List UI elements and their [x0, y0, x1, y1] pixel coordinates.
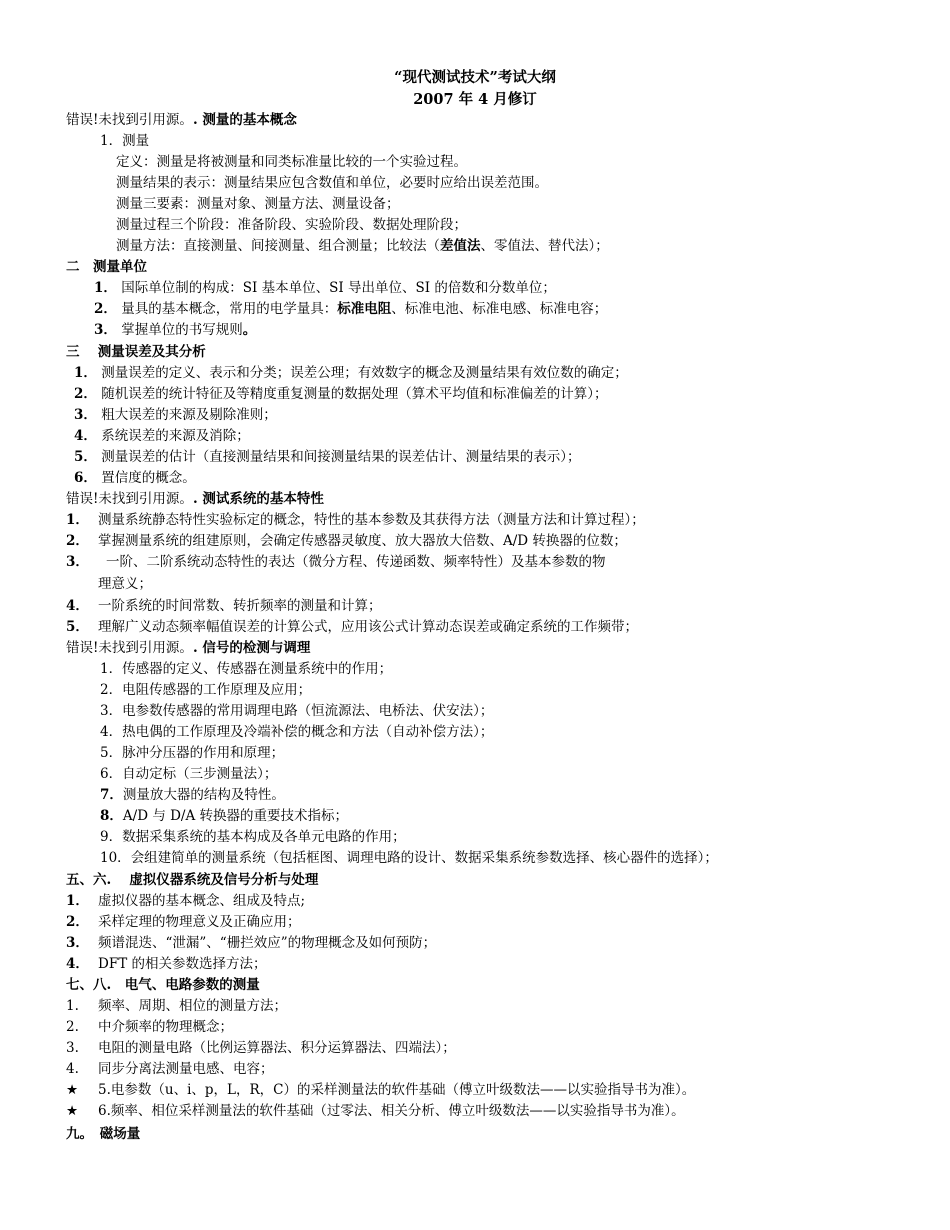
item-text: 理解广义动态频率幅值误差的计算公式，应用该公式计算动态误差或确定系统的工作频带；: [98, 619, 638, 635]
item-number: 4．: [74, 428, 97, 444]
section-7-heading: 七、八. 电气、电路参数的测量: [66, 977, 260, 993]
list-item: [100, 659, 392, 679]
list-item: [74, 426, 250, 446]
star-icon: ★: [66, 1082, 79, 1098]
item-text: 测量误差的定义、表示和分类；误差公理；有效数字的概念及测量结果有效位数的确定；: [101, 365, 628, 381]
item-text: 6.频率、相位采样测量法的软件基础（过零法、相关分析、傅立叶级数法——以实验指导书为准）。: [98, 1103, 685, 1119]
list-item: [74, 384, 607, 404]
list-item: [100, 848, 718, 868]
section-title: . 测试系统的基本特性: [192, 491, 324, 507]
document-subtitle: 2007 年 4 月修订: [413, 91, 537, 108]
item-text: 会组建简单的测量系统（包括框图、调理电路的设计、数据采集系统参数选择、核心器件的选择）；: [130, 850, 718, 866]
item-text: 中介频率的物理概念；: [98, 1019, 233, 1035]
method-text: 、零值法、替代法）；: [480, 238, 609, 254]
item-text: 、标准电池、标准电感、标准电容；: [391, 301, 608, 317]
item-number: 2．: [100, 682, 123, 698]
item-number: 3．: [94, 322, 117, 338]
list-item: [66, 933, 436, 953]
item-number: 4．: [66, 956, 89, 972]
item-text: 掌握测量系统的组建原则，会确定传感器灵敏度、放大器放大倍数、A/D 转换器的位数；: [98, 533, 627, 549]
item-text: 国际单位制的构成：SI 基本单位、SI 导出单位、SI 的倍数和分数单位；: [121, 280, 556, 296]
item-number: 2．: [66, 533, 89, 549]
broken-reference-text: 错误!未找到引用源。: [66, 640, 193, 656]
item-text: 随机误差的统计特征及等精度重复测量的数据处理（算术平均值和标准偏差的计算）；: [101, 386, 608, 402]
item-number: 9．: [100, 829, 123, 845]
item-text: 频谱混迭、“泄漏”、“栅拦效应”的物理概念及如何预防；: [98, 935, 437, 951]
definition-line: 测量三要素：测量对象、测量方法、测量设备；: [116, 196, 400, 212]
list-item: [66, 531, 627, 551]
section-title: . 信号的检测与调理: [192, 640, 311, 656]
item-number: 10．: [100, 850, 131, 866]
item-text: 数据采集系统的基本构成及各单元电路的作用；: [122, 829, 406, 845]
list-item: [100, 827, 406, 847]
item-number: 2．: [74, 386, 97, 402]
item-text: 测量: [122, 133, 150, 149]
item-emphasis: 标准电阻: [337, 301, 392, 317]
list-item: [66, 1038, 456, 1058]
list-item: [66, 996, 287, 1016]
list-item: [66, 954, 267, 974]
definition-line: 测量过程三个阶段：准备阶段、实验阶段、数据处理阶段；: [116, 217, 467, 233]
list-item: [100, 743, 284, 763]
item-text: 自动定标（三步测量法）；: [122, 766, 278, 782]
broken-reference-text: 错误!未找到引用源。: [66, 112, 193, 128]
document-title: “现代测试技术”考试大纲: [394, 69, 556, 86]
list-item: [66, 510, 645, 530]
item-number: 3．: [74, 407, 97, 423]
list-item: [74, 405, 277, 425]
item-text: DFT 的相关参数选择方法；: [98, 956, 267, 972]
item-number: 1．: [66, 893, 89, 909]
list-item: [100, 701, 493, 721]
item-number: 8．: [100, 808, 123, 824]
item-number: 1.: [66, 998, 79, 1014]
item-text: 频率、周期、相位的测量方法；: [98, 998, 287, 1014]
item-number: 6．: [74, 470, 97, 486]
item-text: 电参数传感器的常用调理电路（恒流源法、电桥法、伏安法）；: [122, 703, 494, 719]
item-number: 5．: [66, 619, 89, 635]
item-number: 4．: [100, 724, 123, 740]
item-text: 5.电参数（u、i、p，L，R，C）的采样测量法的软件基础（傅立叶级数法——以实验指导书为准）。: [98, 1082, 696, 1098]
item-text: 测量放大器的结构及特性。: [122, 787, 285, 803]
item-text: 一阶系统的时间常数、转折频率的测量和计算；: [98, 598, 382, 614]
item-text: 粗大误差的来源及剔除准则；: [101, 407, 277, 423]
list-item-continuation: 理意义；: [98, 576, 152, 592]
item-text: 采样定理的物理意义及正确应用；: [98, 914, 301, 930]
list-item: [66, 912, 301, 932]
list-item: [100, 131, 149, 151]
item-number: 1．: [100, 661, 123, 677]
definition-line: 测量结果的表示：测量结果应包含数值和单位，必要时应给出误差范围。: [116, 175, 548, 191]
item-text: 电阻传感器的工作原理及应用；: [122, 682, 312, 698]
item-text: 一阶、二阶系统动态特性的表达（微分方程、传递函数、频率特性）及基本参数的物: [106, 554, 606, 570]
item-text: 传感器的定义、传感器在测量系统中的作用；: [122, 661, 393, 677]
item-text: 电阻的测量电路（比例运算器法、积分运算器法、四端法）；: [98, 1040, 456, 1056]
item-number: 4.: [66, 1061, 79, 1077]
section-5-heading: [66, 638, 310, 658]
item-number: 1．: [100, 133, 123, 149]
item-text: 置信度的概念。: [101, 470, 196, 486]
item-number: 1．: [94, 280, 117, 296]
list-item: [66, 596, 382, 616]
method-emphasis: 差值法: [440, 238, 481, 254]
definition-line: [116, 236, 609, 256]
section-1-heading: [66, 110, 297, 130]
section-6-heading: 五、六. 虚拟仪器系统及信号分析与处理: [66, 872, 319, 888]
section-3-heading: 三 测量误差及其分析: [66, 344, 206, 360]
list-item: [100, 722, 493, 742]
item-number: 3．: [66, 554, 89, 570]
item-number: 2．: [66, 914, 89, 930]
item-text: 同步分离法测量电感、电容；: [98, 1061, 274, 1077]
list-item: [100, 764, 277, 784]
item-number: 2.: [66, 1019, 79, 1035]
list-item: [66, 1101, 685, 1121]
item-number: 5．: [74, 449, 97, 465]
list-item: [100, 806, 348, 826]
list-item: [94, 320, 256, 340]
item-number: 3.: [66, 1040, 79, 1056]
item-text: 量具的基本概念，常用的电学量具：: [121, 301, 338, 317]
item-text: A/D 与 D/A 转换器的重要技术指标；: [122, 808, 349, 824]
section-8-heading: 九。 磁场量: [66, 1126, 141, 1142]
item-end-mark: 。: [242, 322, 257, 338]
item-number: 1．: [66, 512, 89, 528]
item-text: 虚拟仪器的基本概念、组成及特点;: [98, 893, 306, 909]
list-item: [100, 680, 311, 700]
item-text: 掌握单位的书写规则: [121, 322, 243, 338]
item-number: 5．: [100, 745, 123, 761]
item-text: 系统误差的来源及消除；: [101, 428, 250, 444]
method-text: 测量方法：直接测量、间接测量、组合测量；比较法（: [116, 238, 440, 254]
item-number: 3．: [66, 935, 89, 951]
section-4-heading: [66, 489, 324, 509]
list-item: [94, 299, 607, 319]
item-text: 热电偶的工作原理及冷端补偿的概念和方法（自动补偿方法）；: [122, 724, 494, 740]
list-item: [66, 617, 638, 637]
section-2-heading: 二 测量单位: [66, 259, 147, 275]
item-number: 3．: [100, 703, 123, 719]
item-number: 2．: [94, 301, 117, 317]
list-item: [74, 447, 580, 467]
item-number: 6．: [100, 766, 123, 782]
list-item: [66, 552, 606, 572]
list-item: [66, 1080, 695, 1100]
star-icon: ★: [66, 1103, 79, 1119]
list-item: [66, 891, 305, 911]
item-number: 4．: [66, 598, 89, 614]
broken-reference-text: 错误!未找到引用源。: [66, 491, 193, 507]
item-number: 7．: [100, 787, 123, 803]
list-item: [94, 278, 556, 298]
section-title: . 测量的基本概念: [192, 112, 297, 128]
item-text: 脉冲分压器的作用和原理；: [122, 745, 285, 761]
item-text: 测量误差的估计（直接测量结果和间接测量结果的误差估计、测量结果的表示）；: [101, 449, 581, 465]
list-item: [66, 1017, 233, 1037]
list-item: [100, 785, 285, 805]
item-number: 1．: [74, 365, 97, 381]
item-text: 测量系统静态特性实验标定的概念，特性的基本参数及其获得方法（测量方法和计算过程）；: [98, 512, 645, 528]
list-item: [74, 468, 196, 488]
list-item: [66, 1059, 274, 1079]
list-item: [74, 363, 628, 383]
definition-line: 定义：测量是将被测量和同类标准量比较的一个实验过程。: [116, 154, 467, 170]
